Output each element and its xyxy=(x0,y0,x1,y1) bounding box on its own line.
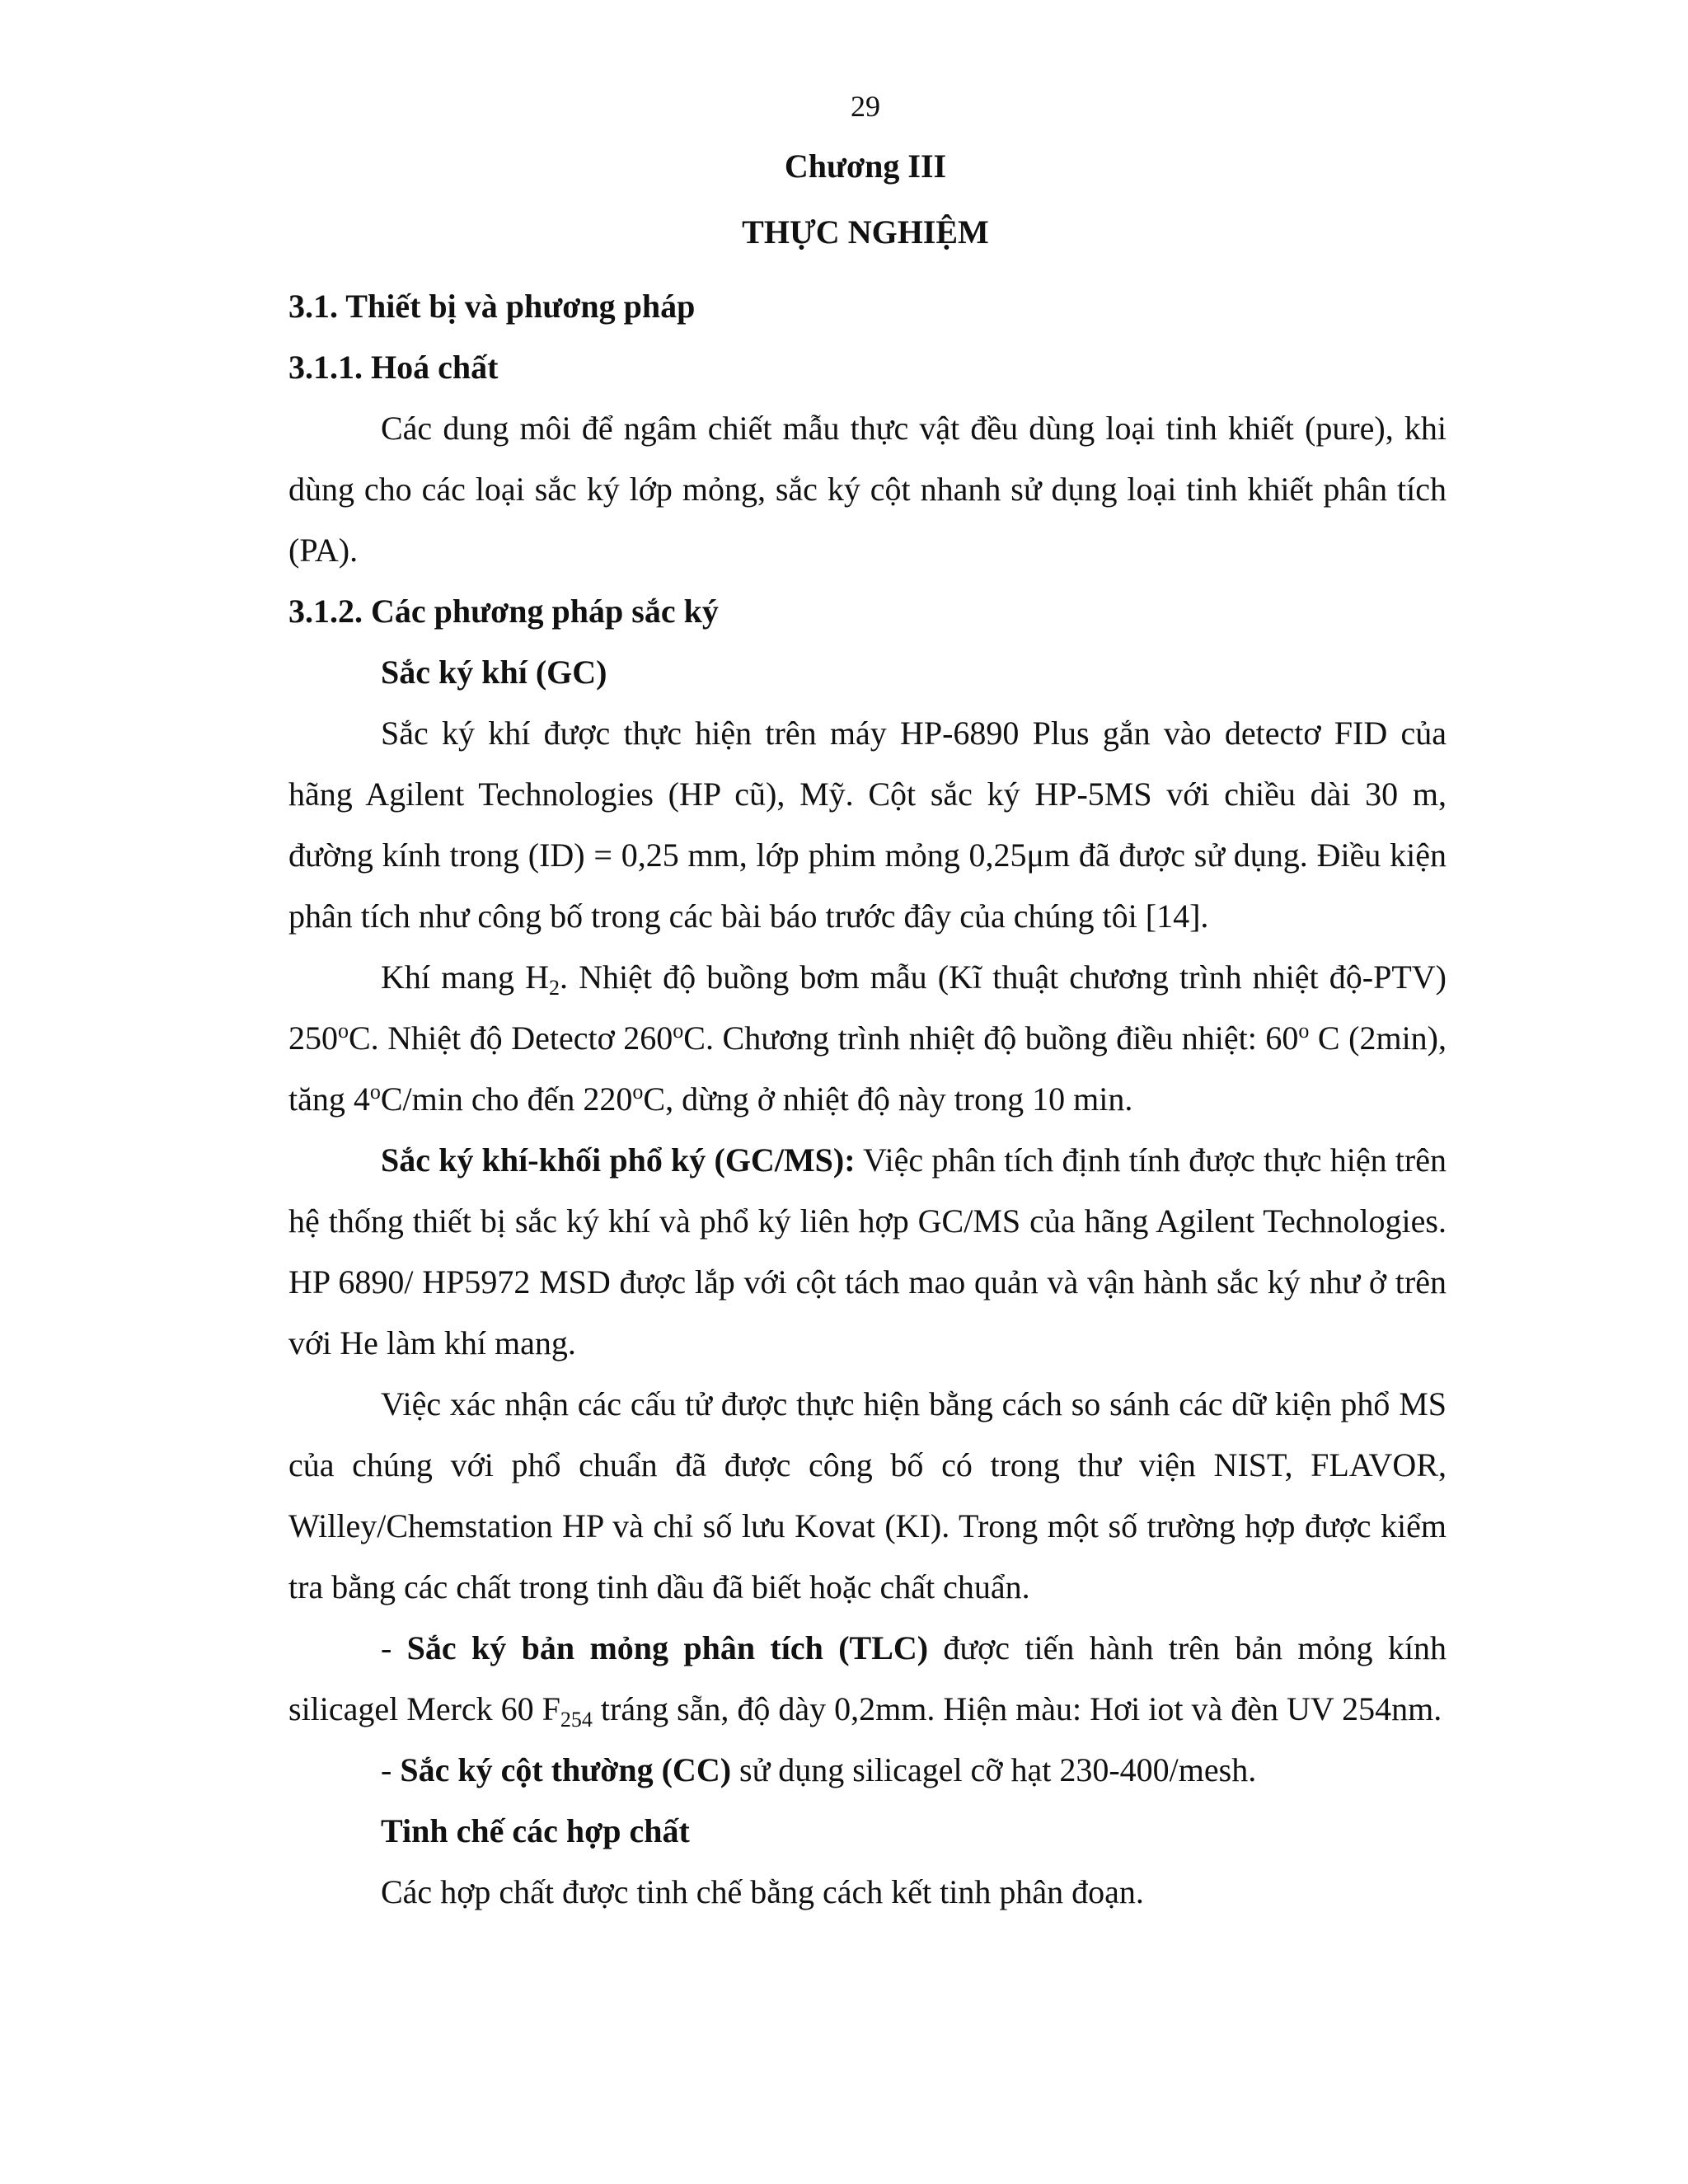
section-heading-3-1: 3.1. Thiết bị và phương pháp xyxy=(288,288,696,325)
page-number: 29 xyxy=(851,90,880,123)
chapter-label: Chương III xyxy=(784,148,947,185)
section-heading-3-1-1: 3.1.1. Hoá chất xyxy=(288,349,499,386)
paragraph-gc-instrument: Sắc ký khí được thực hiện trên máy HP-6890 Plus gắn vào detectơ FID của hãng Agilent Technologies (HP cũ), Mỹ. Cột sắc ký HP-5MS với chiều dài 30 m, đường kính trong (ID) = 0,25 mm, lớp phim mỏng 0,25μm đã được sử dụng. Điều kiện phân tích như công bố trong các bài báo trước đây của chúng tôi [14]. xyxy=(288,715,1447,935)
tlc-lead: Sắc ký bản mỏng phân tích (TLC) xyxy=(406,1629,929,1666)
paragraph-cc: - Sắc ký cột thường (CC) sử dụng silicagel cỡ hạt 230-400/mesh. xyxy=(381,1751,1257,1788)
paragraph-purification: Các hợp chất được tinh chế bằng cách kết tinh phân đoạn. xyxy=(381,1873,1144,1910)
paragraph-gc-conditions: Khí mang $H_2$. Nhiệt độ buồng bơm mẫu (Kĩ thuật chương trình nhiệt độ-PTV) 250$^o$C. Nhiệt độ Detectơ 260$^o$C. Chương trình nhiệt độ buồng điều nhiệt: 60$^o$ C (2min), tăng 4$^o$C/min cho đến 220$^o$C, dừng ở nhiệt độ này trong 10 min. xyxy=(288,958,1447,1118)
paragraph-chemicals: Các dung môi để ngâm chiết mẫu thực vật đều dùng loại tinh khiết (pure), khi dùng cho các loại sắc ký lớp mỏng, sắc ký cột nhanh sử dụng loại tinh khiết phân tích (PA). xyxy=(288,410,1447,569)
body-content xyxy=(288,276,1447,1923)
paragraph-identification: Việc xác nhận các cấu tử được thực hiện bằng cách so sánh các dữ kiện phổ MS của chúng với phổ chuẩn đã được công bố có trong thư viện NIST, FLAVOR, Willey/Chemstation HP và chỉ số lưu Kovat (KI). Trong một số trường hợp được kiểm tra bằng các chất trong tinh dầu đã biết hoặc chất chuẩn. xyxy=(288,1385,1447,1605)
section-heading-3-1-2: 3.1.2. Các phương pháp sắc ký xyxy=(288,593,719,630)
chapter-title: THỰC NGHIỆM xyxy=(742,213,989,251)
paragraph-gcms: Sắc ký khí-khối phổ ký (GC/MS): Việc phân tích định tính được thực hiện trên hệ thống thiết bị sắc ký khí và phổ ký liên hợp GC/MS của hãng Agilent Technologies. HP 6890/ HP5972 MSD được lắp với cột tách mao quản và vận hành sắc ký như ở trên với He làm khí mang. xyxy=(288,1141,1447,1361)
paragraph-tlc: - Sắc ký bản mỏng phân tích (TLC) được tiến hành trên bản mỏng kính silicagel Merck 60 $F_{254}$ tráng sẵn, độ dày 0,2mm. Hiện màu: Hơi iot và đèn UV 254nm. xyxy=(288,1629,1447,1732)
cc-lead: Sắc ký cột thường (CC) xyxy=(400,1751,732,1788)
subheading-purification: Tinh chế các hợp chất xyxy=(381,1812,690,1849)
subheading-gc: Sắc ký khí (GC) xyxy=(381,654,607,691)
gcms-lead: Sắc ký khí-khối phổ ký (GC/MS): xyxy=(381,1141,856,1179)
